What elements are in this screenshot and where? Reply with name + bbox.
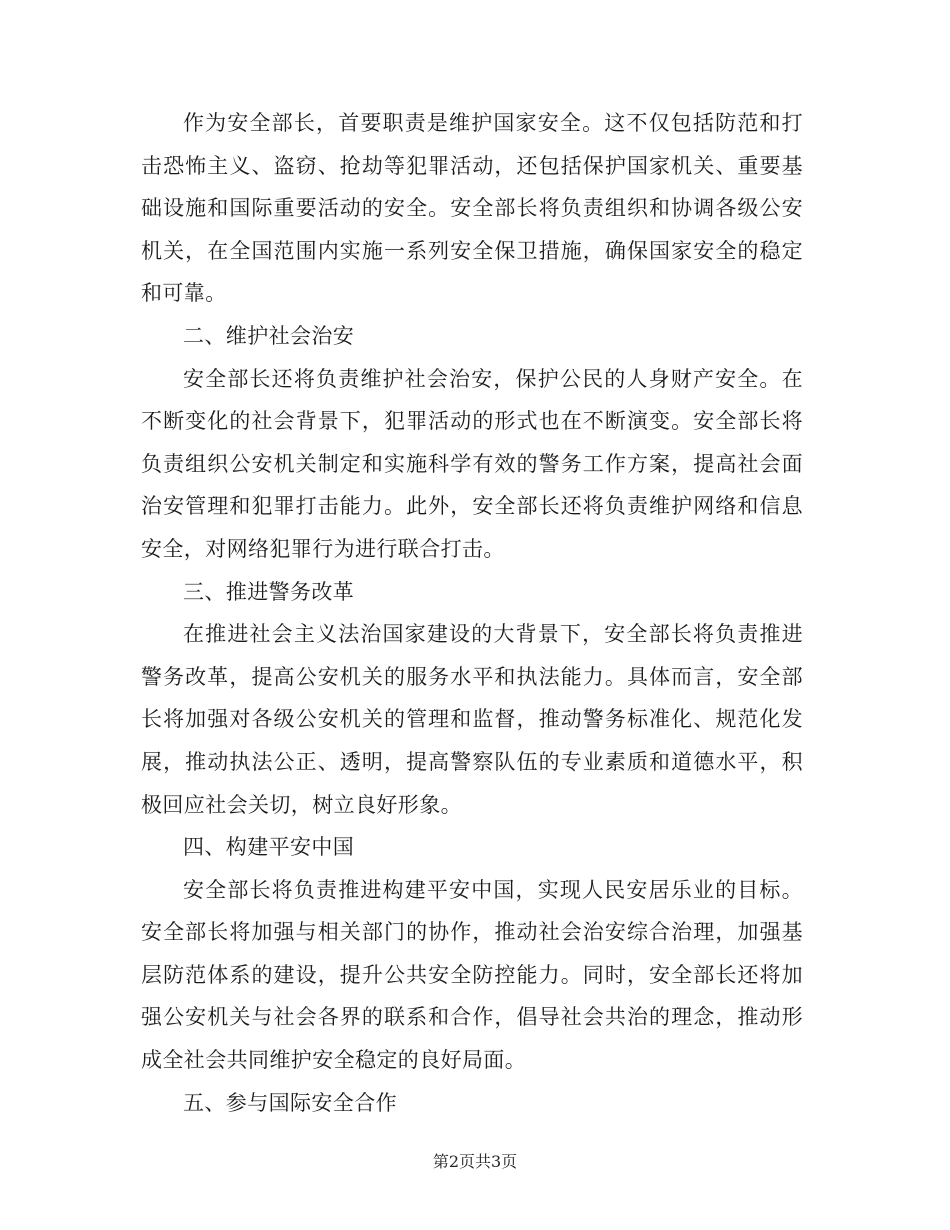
section-heading-police-reform: 三、推进警务改革: [183, 579, 355, 604]
document-body: [141, 102, 803, 1124]
section-heading-safe-china: 四、构建平安中国: [183, 835, 355, 860]
section-heading-international-cooperation: 五、参与国际安全合作: [183, 1090, 397, 1115]
paragraph-safe-china: 安全部长将负责推进构建平安中国，实现人民安居乐业的目标。安全部长将加强与相关部门的协作，推动社会治安综合治理，加强基层防范体系的建设，提升公共安全防控能力。同时，安全部长还将加强公安机关与社会各界的联系和合作，倡导社会共治的理念，推动形成全社会共同维护安全稳定的良好局面。: [141, 877, 803, 1073]
section-heading-social-order: 二、维护社会治安: [183, 323, 355, 348]
page-number-footer: 第2页共3页: [432, 1152, 518, 1171]
paragraph-social-order: 安全部长还将负责维护社会治安，保护公民的人身财产安全。在不断变化的社会背景下，犯罪活动的形式也在不断演变。安全部长将负责组织公安机关制定和实施科学有效的警务工作方案，提高社会面治安管理和犯罪打击能力。此外，安全部长还将负责维护网络和信息安全，对网络犯罪行为进行联合打击。: [141, 366, 803, 561]
paragraph-national-security: 作为安全部长，首要职责是维护国家安全。这不仅包括防范和打击恐怖主义、盗窃、抢劫等犯罪活动，还包括保护国家机关、重要基础设施和国际重要活动的安全。安全部长将负责组织和协调各级公安机关，在全国范围内实施一系列安全保卫措施，确保国家安全的稳定和可靠。: [141, 111, 803, 306]
paragraph-police-reform: 在推进社会主义法治国家建设的大背景下，安全部长将负责推进警务改革，提高公安机关的服务水平和执法能力。具体而言，安全部长将加强对各级公安机关的管理和监督，推动警务标准化、规范化发展，推动执法公正、透明，提高警察队伍的专业素质和道德水平，积极回应社会关切，树立良好形象。: [141, 622, 803, 817]
